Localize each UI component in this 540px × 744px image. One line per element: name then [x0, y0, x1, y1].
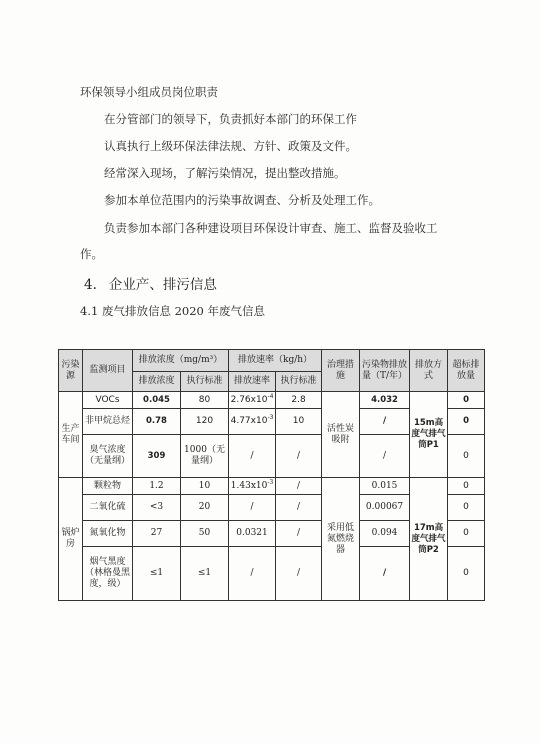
duty-line-1: 在分管部门的领导下，负责抓好本部门的环保工作 — [104, 112, 357, 126]
method-cell: 17m高度气排气筒P2 — [410, 478, 448, 601]
conc-std-cell: 120 — [181, 409, 229, 435]
header-rate-measured: 排放速率 — [229, 372, 276, 392]
exceed-cell: 0 — [448, 478, 485, 495]
conc-cell: 0.045 — [133, 392, 181, 409]
duty-line-3: 经常深入现场，了解污染情况，提出整改措施。 — [104, 166, 346, 180]
item-cell: 颗粒物 — [83, 478, 133, 495]
conc-std-cell: 1000（无量纲） — [181, 435, 229, 478]
amount-cell: 0.094 — [360, 521, 410, 547]
conc-std-cell: 80 — [181, 392, 229, 409]
amount-cell: / — [360, 435, 410, 478]
rate-cell: 0.0321 — [229, 521, 276, 547]
header-row-1 — [59, 350, 485, 372]
treatment-cell: 采用低氮燃烧器 — [322, 478, 360, 601]
exceed-cell: 0 — [448, 495, 485, 521]
section-title: 企业产、排污信息 — [108, 277, 217, 293]
duty-line-2: 认真执行上级环保法律法规、方针、政策及文件。 — [104, 139, 357, 153]
header-amount: 污染物排放量（T/年） — [360, 350, 410, 392]
rate-std-cell: 2.8 — [276, 392, 322, 409]
amount-cell: / — [360, 409, 410, 435]
header-source: 污染源 — [59, 350, 83, 392]
item-cell: VOCs — [83, 392, 133, 409]
section-number: 4. — [84, 277, 97, 293]
exhaust-emission-table — [58, 349, 485, 601]
header-rate: 排放速率（kg/h） — [229, 350, 322, 372]
rate-std-cell: / — [276, 478, 322, 495]
conc-cell: 309 — [133, 435, 181, 478]
source-cell: 锅炉房 — [59, 478, 83, 601]
amount-cell: 0.00067 — [360, 495, 410, 521]
treatment-cell: 活性炭吸附 — [322, 392, 360, 478]
duty-line-6: 作。 — [80, 247, 103, 261]
header-method: 排放方式 — [410, 350, 448, 392]
rate-std-cell: / — [276, 521, 322, 547]
conc-std-cell: 10 — [181, 478, 229, 495]
duty-line-4: 参加本单位范围内的污染事故调查、分析及处理工作。 — [104, 193, 380, 207]
exceed-cell: 0 — [448, 409, 485, 435]
rate-cell: / — [229, 547, 276, 601]
header-exceed: 超标排放量 — [448, 350, 485, 392]
rate-std-cell: / — [276, 495, 322, 521]
conc-std-cell: 50 — [181, 521, 229, 547]
rate-std-cell: / — [276, 547, 322, 601]
rate-cell: / — [229, 435, 276, 478]
method-cell: 15m高度气排气筒P1 — [410, 392, 448, 478]
conc-cell: <3 — [133, 495, 181, 521]
conc-cell: 27 — [133, 521, 181, 547]
rate-cell: $4.77x10^{-3}$ — [229, 409, 276, 435]
header-conc-standard: 执行标准 — [181, 372, 229, 392]
header-treatment: 治理措施 — [322, 350, 360, 392]
rate-std-cell: 10 — [276, 409, 322, 435]
conc-cell: 1.2 — [133, 478, 181, 495]
item-cell: 二氧化硫 — [83, 495, 133, 521]
exceed-cell: 0 — [448, 435, 485, 478]
amount-cell: 0.015 — [360, 478, 410, 495]
header-conc-measured: 排放浓度 — [133, 372, 181, 392]
header-rate-standard: 执行标准 — [276, 372, 322, 392]
source-cell: 生产车间 — [59, 392, 83, 478]
conc-cell: 0.78 — [133, 409, 181, 435]
rate-cell: $2.76x10^{-4}$ — [229, 392, 276, 409]
item-cell: 非甲烷总烃 — [83, 409, 133, 435]
rate-cell: $1.43x10^{-3}$ — [229, 478, 276, 495]
amount-cell: 4.032 — [360, 392, 410, 409]
section-heading — [84, 273, 217, 293]
item-cell: 烟气黑度（林格曼黑度，级） — [83, 547, 133, 601]
rate-cell: / — [229, 495, 276, 521]
header-item: 监测项目 — [83, 350, 133, 392]
duty-line-5: 负责参加本部门各种建设项目环保设计审查、施工、监督及验收工 — [104, 221, 438, 235]
conc-std-cell: ≤1 — [181, 547, 229, 601]
exceed-cell: 0 — [448, 521, 485, 547]
conc-cell: ≤1 — [133, 547, 181, 601]
amount-cell: / — [360, 547, 410, 601]
duties-title: 环保领导小组成员岗位职责 — [80, 85, 218, 99]
table-row — [59, 392, 485, 409]
exceed-cell: 0 — [448, 547, 485, 601]
exceed-cell: 0 — [448, 392, 485, 409]
item-cell: 臭气浓度（无量纲） — [83, 435, 133, 478]
table-row — [59, 478, 485, 495]
rate-std-cell: / — [276, 435, 322, 478]
subsection-title: 4.1 废气排放信息 2020 年废气信息 — [80, 304, 266, 318]
conc-std-cell: 20 — [181, 495, 229, 521]
item-cell: 氮氧化物 — [83, 521, 133, 547]
header-conc: 排放浓度（mg/m³） — [133, 350, 229, 372]
